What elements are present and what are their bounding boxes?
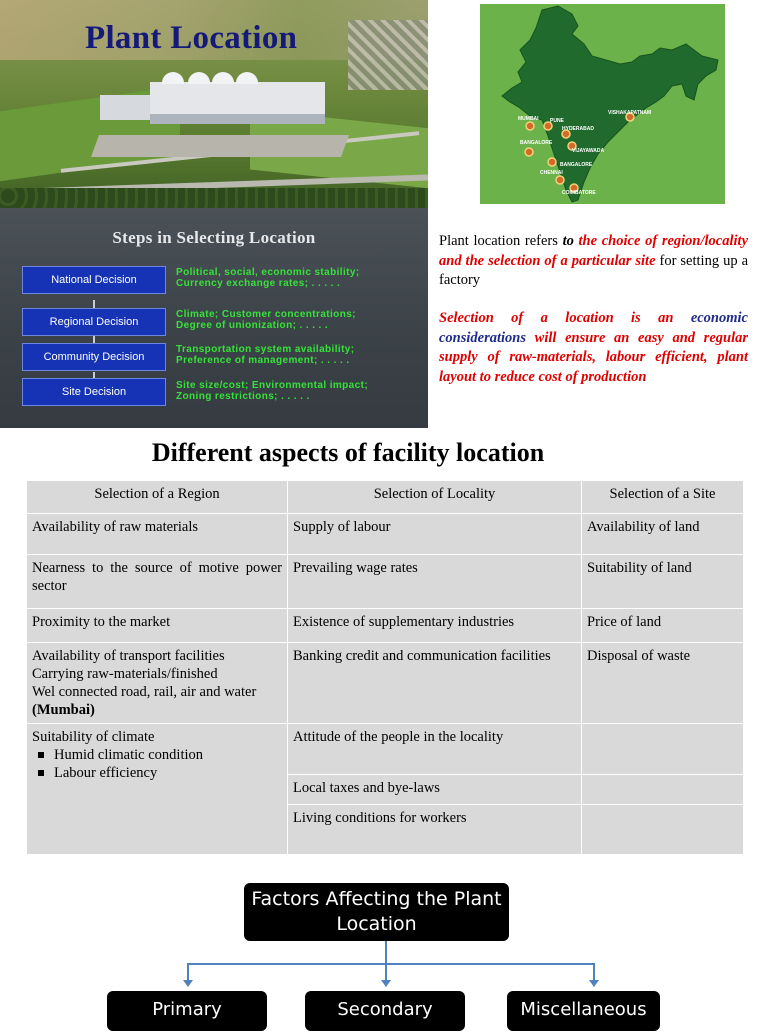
step-label: Community Decision xyxy=(43,351,145,363)
map-label-vijayawada: VIJAYAWADA xyxy=(572,148,605,154)
table-cell-transport xyxy=(27,643,288,724)
table-row xyxy=(27,555,744,609)
map-label-mumbai: MUMBAI xyxy=(518,116,539,122)
step-label: National Decision xyxy=(51,274,137,286)
table-cell: Proximity to the market xyxy=(27,609,288,643)
map-label-bangalore-2: BANGALORE xyxy=(560,162,593,168)
list-item: Humid climatic condition xyxy=(54,746,282,764)
table-cell: Existence of supplementary industries xyxy=(288,609,582,643)
def-text-emph: to xyxy=(562,233,579,249)
step-desc-line: Transportation system availability; xyxy=(176,344,355,355)
table-cell: Attitude of the people in the locality xyxy=(288,724,582,775)
factor-secondary-node xyxy=(305,991,465,1031)
map-label-pune: PUNE xyxy=(550,118,564,124)
cell-line: Carrying raw-materials/finished xyxy=(32,666,218,682)
table-row xyxy=(27,724,744,775)
table-cell: Price of land xyxy=(582,609,744,643)
header-locality: Selection of Locality xyxy=(288,481,582,514)
map-label-coimbatore: COIMBATORE xyxy=(562,190,596,196)
step-desc-line: Preference of management; . . . . . xyxy=(176,355,350,366)
section-title: Different aspects of facility location xyxy=(151,438,545,467)
list-item: Labour efficiency xyxy=(54,764,282,782)
table-cell: Banking credit and communication facilities xyxy=(288,643,582,724)
step-desc-line: Zoning restrictions; . . . . . xyxy=(176,391,310,402)
step-desc-line: Political, social, economic stability; xyxy=(176,267,360,278)
cell-line: Suitability of climate xyxy=(32,729,155,745)
map-label-hyderabad: HYDERABAD xyxy=(562,126,594,132)
def-text-blue: economic considerations xyxy=(439,310,748,346)
step-community-decision xyxy=(22,343,166,371)
node-label: Primary xyxy=(152,999,222,1020)
node-label: Secondary xyxy=(337,999,433,1020)
factor-primary-node xyxy=(107,991,267,1031)
factor-miscellaneous-node xyxy=(507,991,660,1031)
definition-paragraph-2 xyxy=(439,309,748,387)
cell-line: Availability of transport facilities xyxy=(32,648,225,664)
table-cell: Supply of labour xyxy=(288,514,582,555)
table-cell: Nearness to the source of motive power sector xyxy=(27,555,288,609)
map-label-bangalore: BANGALORE xyxy=(520,140,553,146)
step-site-desc xyxy=(176,380,421,402)
step-regional-desc xyxy=(176,309,421,331)
def-text-highlight: Selection of a location is an xyxy=(439,310,691,326)
table-cell: Prevailing wage rates xyxy=(288,555,582,609)
photo-title: Plant Location xyxy=(85,20,298,56)
map-label-chennai: CHENNAI xyxy=(540,170,563,176)
definition-paragraph-1 xyxy=(439,232,748,291)
steps-panel xyxy=(0,208,428,428)
step-desc-line: Site size/cost; Environmental impact; xyxy=(176,380,369,391)
step-label: Site Decision xyxy=(61,386,127,398)
step-desc-line: Degree of unionization; . . . . . xyxy=(176,320,329,331)
table-row xyxy=(27,514,744,555)
steps-title: Steps in Selecting Location xyxy=(112,228,316,247)
facility-aspects-table xyxy=(26,480,744,855)
step-national-desc xyxy=(176,267,421,289)
table-row xyxy=(27,643,744,724)
table-cell-climate xyxy=(27,724,288,855)
step-desc-line: Climate; Customer concentrations; xyxy=(176,309,356,320)
header-site: Selection of a Site xyxy=(582,481,744,514)
table-cell: Availability of raw materials xyxy=(27,514,288,555)
table-row xyxy=(27,609,744,643)
def-text-highlight: will ensure an easy and regular supply of raw-materials, labour efficient, plant layout to reduce cost of production xyxy=(439,329,748,385)
table-cell: Disposal of waste xyxy=(582,643,744,724)
step-community-desc xyxy=(176,344,421,366)
climate-bullet-list xyxy=(32,746,282,782)
header-region: Selection of a Region xyxy=(27,481,288,514)
table-cell: Availability of land xyxy=(582,514,744,555)
table-cell: Local taxes and bye-laws xyxy=(288,775,582,805)
map-label-vishakapatnam: VISHAKAPATNAM xyxy=(608,110,652,116)
table-cell: Suitability of land xyxy=(582,555,744,609)
india-map xyxy=(480,4,725,204)
table-cell-empty xyxy=(582,775,744,805)
factors-root-node xyxy=(244,883,509,941)
cell-line-bold: (Mumbai) xyxy=(32,702,95,718)
table-cell: Living conditions for workers xyxy=(288,805,582,855)
table-cell-empty xyxy=(582,724,744,775)
step-label: Regional Decision xyxy=(49,316,139,328)
step-site-decision xyxy=(22,378,166,406)
def-text: for setting up a factory xyxy=(439,252,749,288)
step-national-decision xyxy=(22,266,166,294)
def-text-highlight: the choice of region/locality and the selection of a particular site xyxy=(439,233,749,269)
plant-aerial-photo xyxy=(0,0,428,208)
cell-line: Wel connected road, rail, air and water xyxy=(32,684,257,700)
def-text: Plant location refers xyxy=(439,233,563,249)
table-header-row xyxy=(27,481,744,514)
step-regional-decision xyxy=(22,308,166,336)
node-label: Miscellaneous xyxy=(520,999,647,1020)
node-label: Factors Affecting the Plant Location xyxy=(251,888,502,935)
step-desc-line: Currency exchange rates; . . . . . xyxy=(176,278,341,289)
table-cell-empty xyxy=(582,805,744,855)
